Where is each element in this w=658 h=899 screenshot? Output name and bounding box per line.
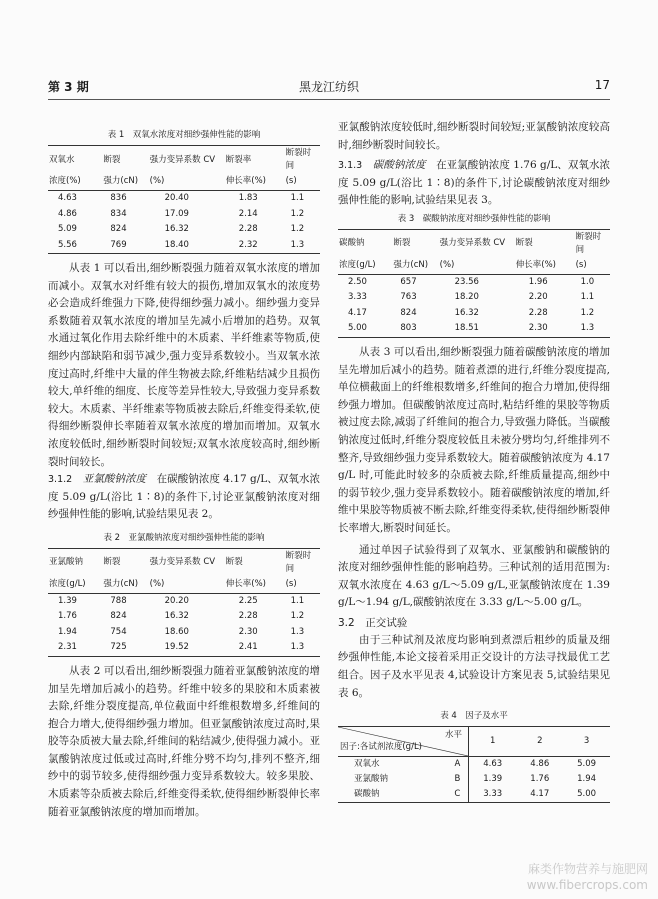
subsection-number: 3.1.2: [48, 474, 73, 486]
table-row: 双氧水 A 4.63 4.86 5.09: [338, 757, 610, 773]
paragraph-table3-analysis: 从表 3 可以看出,细纱断裂强力随着碳酸钠浓度的增加呈先增加后减小的趋势。随着煮漂的进行,纤维分裂度提高,单位横截面上的纤维根数增多,纤维间的抱合力增加,使得细纱强力增加。但碳酸钠浓度过高时,粘结纤维的果胶等物质被过度去除,减弱了纤维间的抱合力,导致强力降低。当碳酸钠浓度过低时,纤维分裂度较低且未被分劈均匀,纤维排列不整齐,导致细纱强力变异系数较大。随着碳酸钠浓度为 4.17 g/L 时,可能此时较多的杂质被去除,纤维质量提高,细纱中的弱节较少,强力变异系数较小。随着碳酸钠浓度的增加,纤维中果胶等物质被不断去除,纤维变得柔软,使得细纱断裂伸长率增大,断裂时间延长。: [338, 345, 610, 534]
table2-header-row: 亚氯酸钠 断裂 强力变异系数 CV 断裂 断裂时间: [48, 548, 320, 577]
corner-label-levels: 水平: [445, 730, 463, 741]
table-row: 4.63 836 20.40 1.83 1.1: [58, 193, 305, 203]
table4-header-row: [338, 727, 610, 757]
subsection-title: 亚氯酸钠浓度: [82, 473, 147, 486]
paragraph-table2-analysis: 从表 2 可以看出,细纱断裂强力随着亚氯酸钠浓度的增加呈先增加后减小的趋势。纤维中较多的果胶和木质素被去除,纤维分裂度提高,单位截面中纤维根数增多,纤维间的抱合力增大,使得细纱强力增加。但亚氯酸钠浓度过高时,果胶等杂质被大量去除,纤维间的粘结减少,使得强力减小。亚氯酸钠浓度过低或过高时,纤维分劈不均匀,排列不整齐,细纱中的弱节较多,使得细纱强力变异系数较大。较多果胶、木质素等杂质被去除后,纤维变得柔软,使得细纱断裂伸长率随着亚氯酸钠浓度的增加而增加。: [48, 664, 320, 818]
page-number: 17: [594, 78, 610, 92]
running-header: [48, 78, 610, 98]
table-row: 4.86 834 17.09 2.14 1.2: [58, 208, 305, 219]
paragraph-orthogonal-test: 由于三种试剂及浓度均影响到煮漂后粗纱的质量及细纱强伸性能,本论文接着采用正交设计的方法寻找最优工艺组合。因子及水平见表 4,试验设计方案见表 5,试验结果见表 6。: [338, 633, 610, 699]
table4-caption: 表 4 因子及水平: [440, 711, 508, 722]
table-row: 2.50 657 23.56 1.96 1.0: [348, 276, 595, 287]
watermark-line2: www.fibercrops.com: [526, 878, 648, 892]
watermark-line1: 麻类作物营养与施肥网: [527, 862, 648, 876]
table-row: 5.09 824 16.32 2.28 1.2: [58, 224, 305, 234]
subsection-title: 碳酸钠浓度: [372, 159, 426, 172]
table3: [338, 229, 610, 338]
table-row: 亚氯酸钠 B 1.39 1.76 1.94: [338, 772, 610, 787]
paragraph-table1-analysis: 从表 1 可以看出,细纱断裂强力随着双氧水浓度的增加而减小。双氧水对纤维有较大的损伤,增加双氧水的浓度势必会造成纤维强力下降,使得细纱强力减小。细纱强力变异系数随着双氧水浓度的增加呈先减小后增加的趋势。双氧水通过氧化作用去除纤维中的木质素、半纤维素等物质,使细纱内部缺陷和弱节减少,强力变异系数较小。当双氧水浓度过高时,纤维中大量的伴生物被去除,纤维粘结减少且损伤较大,单纤维的细度、长度等差异性较大,导致强力变异系数较大。木质素、半纤维素等物质被去除后,纤维变得柔软,使得细纱断裂伸长率随着双氧水浓度的增加而增加。双氧水浓度较低时,细纱断裂时间较短;双氧水浓度较高时,细纱断裂时间较长。: [48, 262, 320, 468]
table-row: 2.31 725 19.52 2.41 1.3: [48, 640, 320, 656]
paragraph-summary: 通过单因子试验得到了双氧水、亚氯酸钠和碳酸钠的浓度对细纱强伸性能的影响趋势。三种试剂的适用范围为:双氧水浓度在 4.63 g/L～5.09 g/L,亚氯酸钠浓度在 1.39 g/L～1.94 g/L,碳酸钠浓度在 3.33 g/L～5.00 g/L。: [338, 543, 610, 609]
issue-label: 第 3 期: [48, 80, 89, 94]
table3-caption: 表 3 碳酸钠浓度对细纱强伸性能的影响: [397, 213, 551, 224]
table2-caption: 表 2 亚氯酸钠浓度对细纱强伸性能的影响: [103, 532, 265, 543]
watermark: [527, 861, 648, 893]
table3-header-row: 碳酸钠 断裂 强力变异系数 CV 断裂 断裂时间: [338, 229, 610, 258]
header-rule: [48, 99, 610, 100]
table1-header-row: 双氧水 断裂 强力变异系数 CV 断裂率 断裂时间: [48, 146, 320, 175]
table4-diagonal-header: [338, 727, 469, 757]
table-row: 4.17 824 16.32 2.28 1.2: [348, 307, 595, 318]
level-header: 1: [469, 727, 517, 757]
section-heading-3-2: 3.2 正交试验: [338, 616, 408, 629]
table-row: 5.00 803 18.51 2.30 1.3: [338, 321, 610, 337]
table3-header-row: 浓度(g/L) 强力(cN) (%) 伸长率(%) (s): [338, 258, 610, 275]
table1: [48, 145, 320, 254]
table4: [338, 726, 610, 803]
subsection-3-1-2: [48, 471, 320, 524]
subsection-text: 在碳酸钠浓度 4.17 g/L、双氧水浓度 5.09 g/L(浴比 1∶8)的条件下,讨论亚氯酸钠浓度对细纱强伸性能的影响,试验结果见表 2。: [48, 473, 320, 521]
table-row: 1.76 824 16.32 2.28 1.2: [58, 611, 305, 622]
subsection-3-1-3: [338, 157, 610, 210]
table-row: 1.39 788 20.20 2.25 1.1: [58, 595, 305, 606]
table-row: 3.33 763 18.20 2.20 1.1: [348, 292, 595, 303]
level-header: 2: [516, 727, 563, 757]
journal-name: 黑龙江纺织: [298, 80, 359, 94]
table1-caption: 表 1 双氧水浓度对细纱强伸性能的影响: [107, 130, 261, 140]
level-header: 3: [563, 727, 610, 757]
corner-label-factors: 因子:各试剂浓度(g/L): [340, 742, 422, 753]
table-row: 1.94 754 18.60 2.30 1.3: [58, 626, 305, 637]
subsection-number: 3.1.3: [338, 160, 363, 172]
table2: [48, 548, 320, 657]
table1-header-row: 浓度(%) 强力(cN) (%) 伸长率(%) (s): [48, 174, 320, 191]
paragraph-table2-continued: 亚氯酸钠浓度较低时,细纱断裂时间较短;亚氯酸钠浓度较高时,细纱断裂时间较长。: [338, 121, 610, 151]
table2-header-row: 浓度(g/L) 强力(cN) (%) 伸长率(%) (s): [48, 577, 320, 594]
table-row: 碳酸钠 C 3.33 4.17 5.00: [338, 787, 610, 803]
subsection-text: 在亚氯酸钠浓度 1.76 g/L、双氧水浓度 5.09 g/L(浴比 1∶8)的条件下,讨论碳酸钠浓度对细纱强伸性能的影响,试验结果见表 3。: [338, 159, 610, 207]
table-row: 5.56 769 18.40 2.32 1.3: [48, 238, 320, 254]
left-column: [48, 107, 320, 821]
right-column: [338, 107, 610, 803]
